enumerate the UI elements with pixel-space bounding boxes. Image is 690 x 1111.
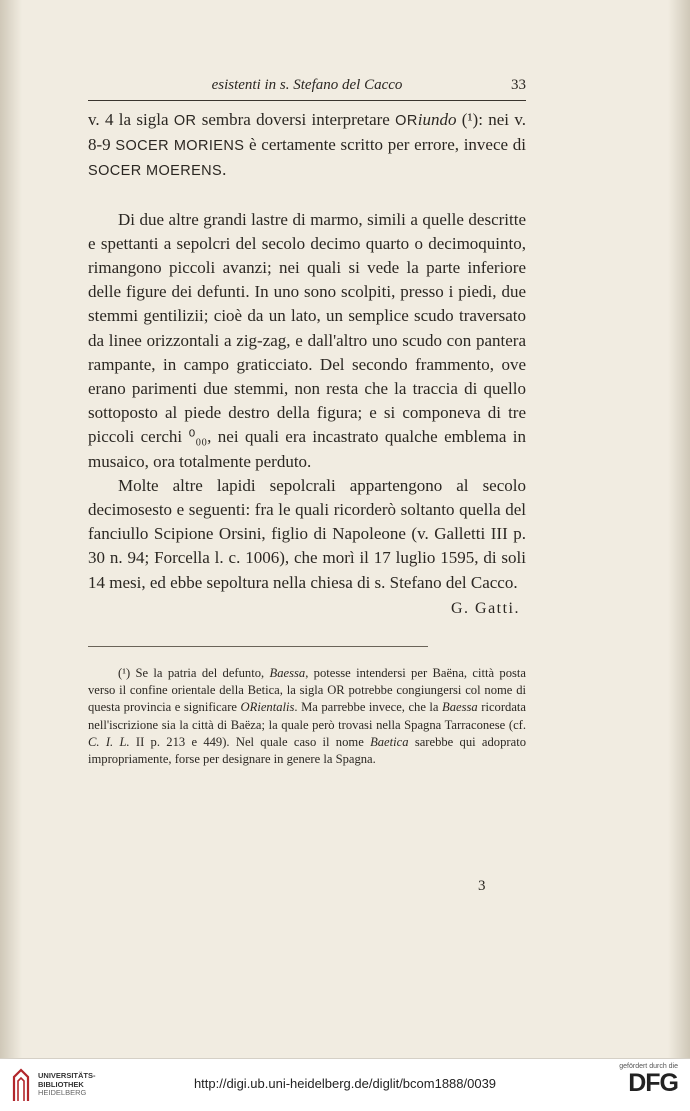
italic-run: Baessa <box>442 700 478 715</box>
page-edge-left <box>0 0 22 1059</box>
page-number: 33 <box>511 77 526 93</box>
permalink-url[interactable]: http://digi.ub.uni-heidelberg.de/diglit/bcom1888/0039 <box>193 1076 497 1091</box>
text-run: sembra doversi interpretare <box>196 110 396 129</box>
header-rule <box>88 100 526 101</box>
running-title: esistenti in s. Stefano del Cacco <box>211 77 403 93</box>
text-run: è certamente scritto per errore, invece di <box>244 135 526 155</box>
inscription-socer-moriens: SOCER MORIENS <box>115 138 245 155</box>
sigla-or-expansion: OR <box>395 113 418 129</box>
italic-run: iundo <box>417 110 457 129</box>
text-run: . Ma parrebbe invece, che la <box>294 700 443 715</box>
library-name-line: UNIVERSITÄTS- <box>38 1071 96 1080</box>
text-run: (¹): nei v. 8-9 <box>88 110 526 155</box>
footnote-rule <box>88 646 428 647</box>
italic-run: Baetica <box>370 735 409 750</box>
inscription-socer-moerens: SOCER MOERENS <box>88 163 223 180</box>
footnote <box>88 665 526 769</box>
italic-run: Baessa <box>269 665 306 680</box>
sigla-or: OR <box>173 113 197 129</box>
text-run: v. 4 la sigla <box>88 110 174 129</box>
paragraph-lastre: Di due altre grandi lastre di marmo, simili a quelle descritte e spettanti a sepolcri del secolo decimo quarto o decimoquinto, rimangono piccoli avanzi; nei quali si vede la parte inferiore delle figure dei defunti. In uno sono scolpiti, presso i piedi, due stemmi gentilizii; cioè da un lato, un semplice scudo traversato da linee orizzontali a zig-zag, e dall'altro uno scudo con pantera rampante, in campo graticciato. Del secondo frammento, ove erano parimenti due stemmi, non resta che la traccia di quello sottoposto al piede destro della figura; e si componeva di tre piccoli cerchi ⁰₀₀, nei quali era incastrato qualche emblema in musaico, ora totalmente perduto. <box>88 209 526 471</box>
text-run: , potesse intendersi per Baëna, città posta verso il confine orientale della Betica, la sigla OR potrebbe congiungersi col nome di questa provincia e significare <box>88 665 526 715</box>
paragraph-lapidi: Molte altre lapidi sepolcrali appartengono al secolo decimosesto e seguenti: fra le quali ricorderò soltanto quella del fanciullo Scipione Orsini, figlio di Napoleone (v. Galletti III p. 30 n. 94; Forcella l. c. 1006), che morì il 17 luglio 1595, di soli 14 mesi, ed ebbe sepoltura nella chiesa di s. Stefano del Cacco. <box>88 475 526 592</box>
page-header <box>88 72 526 96</box>
text-run: II p. 213 e 449). Nel quale caso il nome <box>129 735 371 750</box>
dfg-logo-icon: DFG <box>628 1069 678 1097</box>
text-run: sarebbe qui adoprato impropriamente, forse per designare in genere la Spagna. <box>88 735 526 767</box>
sponsor-note: gefördert durch die <box>619 1063 678 1070</box>
book-page <box>88 72 526 769</box>
page-edge-right <box>668 0 690 1059</box>
library-name-line: HEIDELBERG <box>38 1088 87 1097</box>
author-signature: G. Gatti. <box>450 599 520 617</box>
viewer-footer <box>0 1058 690 1111</box>
library-name-line: BIBLIOTHEK <box>38 1079 84 1089</box>
text-run: ricordata nell'iscrizione sia la città di Baëza; la quale però trovasi nella Spagna Tarraconese (cf. <box>88 700 526 732</box>
text-run: . <box>222 160 227 180</box>
italic-run: ORientalis <box>240 700 295 715</box>
signature-folio: 3 <box>478 878 486 894</box>
text-run: (¹) Se la patria del defunto, <box>118 665 270 680</box>
paragraph-intro <box>88 108 526 184</box>
dfg-sponsor <box>619 1063 678 1096</box>
italic-run: C. I. L. <box>88 735 130 750</box>
